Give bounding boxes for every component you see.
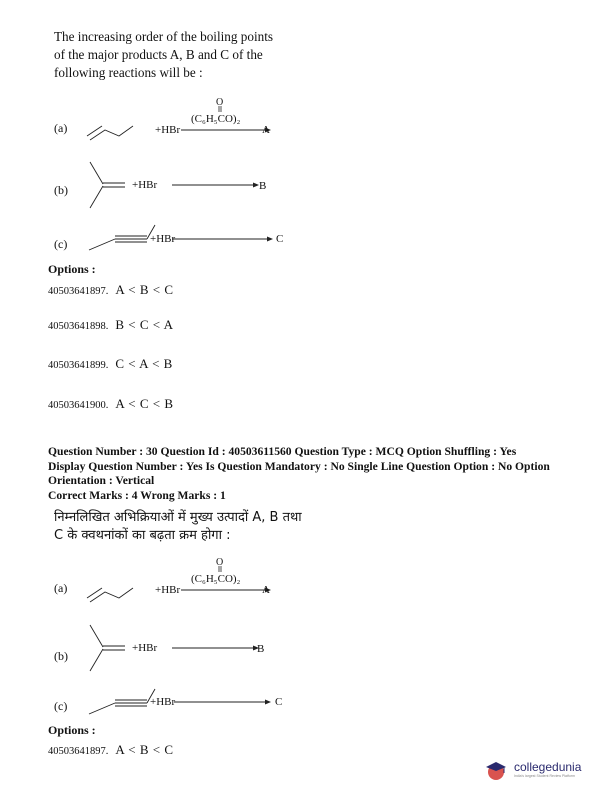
reaction-a-peroxide-oxygen: O [216,557,224,568]
options-heading: Options : [48,723,96,737]
reaction-c-product: C [276,233,284,245]
reaction-a-reagent: +HBr [155,584,181,596]
question-line: निम्नलिखित अभिक्रियाओं में मुख्य उत्पादों A, B तथा [54,510,302,525]
reaction-a-structure [85,558,285,608]
logo-tagline: India's largest Student Review Platform [514,774,575,778]
option-text: A < C < B [115,396,174,411]
reaction-b-structure [85,160,285,220]
question-line: The increasing order of the boiling points [54,29,274,44]
option-row[interactable] [48,281,174,299]
logo-text: collegedunia [514,760,582,774]
option-row[interactable] [48,355,173,373]
reaction-b-product: B [257,643,265,655]
meta-line: Question Number : 30 Question Id : 40503611560 Question Type : MCQ Option Shuffling : Yes [48,445,517,458]
reaction-b-label: (b) [54,183,68,197]
marks-line: Correct Marks : 4 Wrong Marks : 1 [48,488,226,502]
option-row[interactable] [48,741,174,759]
question-text-hi [54,509,354,545]
question-meta [48,445,588,503]
option-row[interactable] [48,395,174,413]
reaction-a-catalyst: (C₆H₅CO)₂ [191,113,241,125]
reaction-b-label: (b) [54,649,68,663]
reaction-b-product: B [259,180,267,192]
option-id: 40503641898. [48,321,109,332]
reaction-a-peroxide-oxygen: O [216,97,224,108]
reaction-b-reagent: +HBr [132,642,158,654]
collegedunia-logo [484,758,602,782]
reaction-b-reagent: +HBr [132,179,158,191]
question-line: following reactions will be : [54,65,203,80]
option-row[interactable] [48,316,174,334]
option-id: 40503641900. [48,400,109,411]
reaction-c-label: (c) [54,237,68,251]
question-line: C के क्वथनांकों का बढ़ता क्रम होगा : [54,528,231,543]
option-text: B < C < A [115,317,174,332]
option-text: C < A < B [115,356,173,371]
reaction-c-reagent: +HBr [150,233,176,245]
reaction-c-label: (c) [54,699,68,713]
question-line: of the major products A, B and C of the [54,47,263,62]
question-text-en [54,28,354,82]
reaction-a-structure [85,96,285,146]
options-heading: Options : [48,262,96,276]
graduation-cap-icon [484,758,510,782]
option-id: 40503641899. [48,360,109,371]
option-id: 40503641897. [48,286,109,297]
reaction-a-label: (a) [54,121,68,135]
reaction-a-label: (a) [54,581,68,595]
reaction-c-reagent: +HBr [150,696,176,708]
option-text: A < B < C [115,742,174,757]
meta-line: Orientation : Vertical [48,474,155,487]
reaction-b-structure [85,623,285,683]
reaction-c-structure [85,222,285,262]
option-id: 40503641897. [48,746,109,757]
option-text: A < B < C [115,282,174,297]
meta-line: Display Question Number : Yes Is Question Mandatory : No Single Line Question Option : No Option [48,459,550,473]
reaction-a-product: A [262,124,270,136]
reaction-a-product: A [262,584,270,596]
reaction-a-reagent: +HBr [155,124,181,136]
reaction-c-product: C [275,696,283,708]
reaction-c-structure [85,686,285,726]
reaction-a-catalyst: (C₆H₅CO)₂ [191,573,241,585]
